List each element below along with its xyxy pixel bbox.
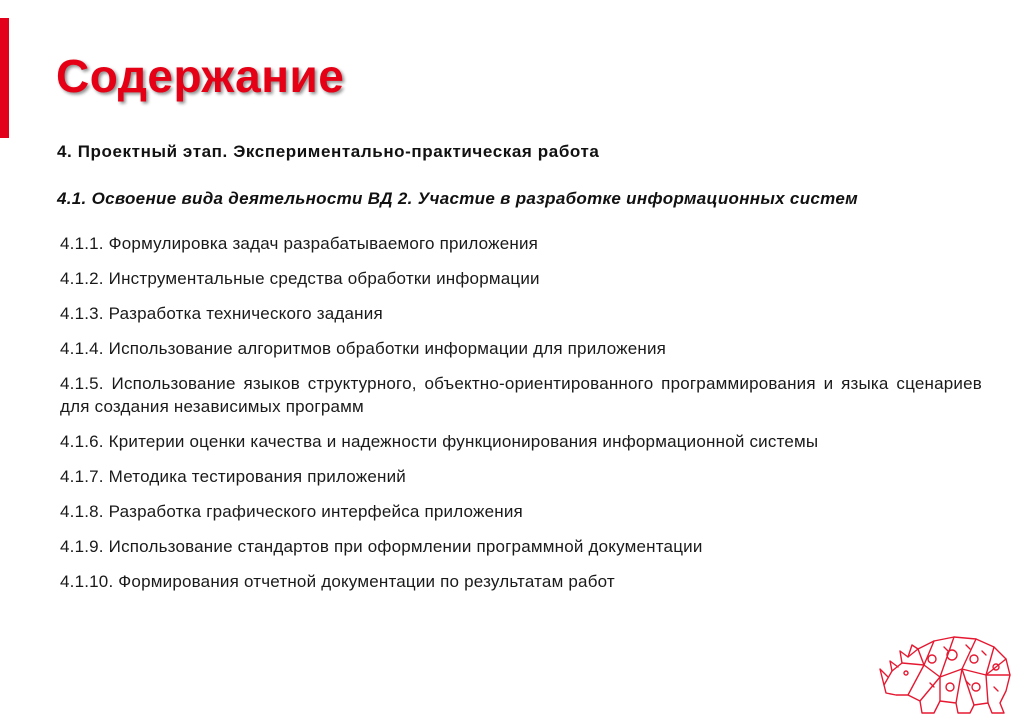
rhino-logo-icon bbox=[878, 625, 1014, 717]
toc-item: 4.1.5. Использование языков структурного, объектно-ориентированного программирования и языка сценариев для создания независимых программ bbox=[60, 374, 982, 416]
toc-item: 4.1.7. Методика тестирования приложений bbox=[60, 467, 406, 486]
toc-item: 4.1.4. Использование алгоритмов обработки информации для приложения bbox=[60, 339, 667, 358]
toc-item: 4.1.10. Формирования отчетной документации по результатам работ bbox=[60, 572, 615, 591]
toc-item: 4.1.6. Критерии оценки качества и надежности функционирования информационной системы bbox=[60, 432, 819, 451]
toc-item: 4.1.8. Разработка графического интерфейса приложения bbox=[60, 502, 523, 521]
accent-bar bbox=[0, 18, 9, 138]
section-heading: 4. Проектный этап. Экспериментально-практическая работа bbox=[57, 142, 600, 161]
subsection-heading: 4.1. Освоение вида деятельности ВД 2. Участие в разработке информационных систем bbox=[57, 189, 858, 208]
page-title: Содержание bbox=[56, 50, 345, 102]
toc-item: 4.1.1. Формулировка задач разрабатываемого приложения bbox=[60, 234, 539, 253]
toc-item: 4.1.3. Разработка технического задания bbox=[60, 304, 383, 323]
table-of-contents bbox=[60, 232, 982, 605]
toc-item: 4.1.9. Использование стандартов при оформлении программной документации bbox=[60, 537, 703, 556]
toc-item: 4.1.2. Инструментальные средства обработки информации bbox=[60, 269, 540, 288]
